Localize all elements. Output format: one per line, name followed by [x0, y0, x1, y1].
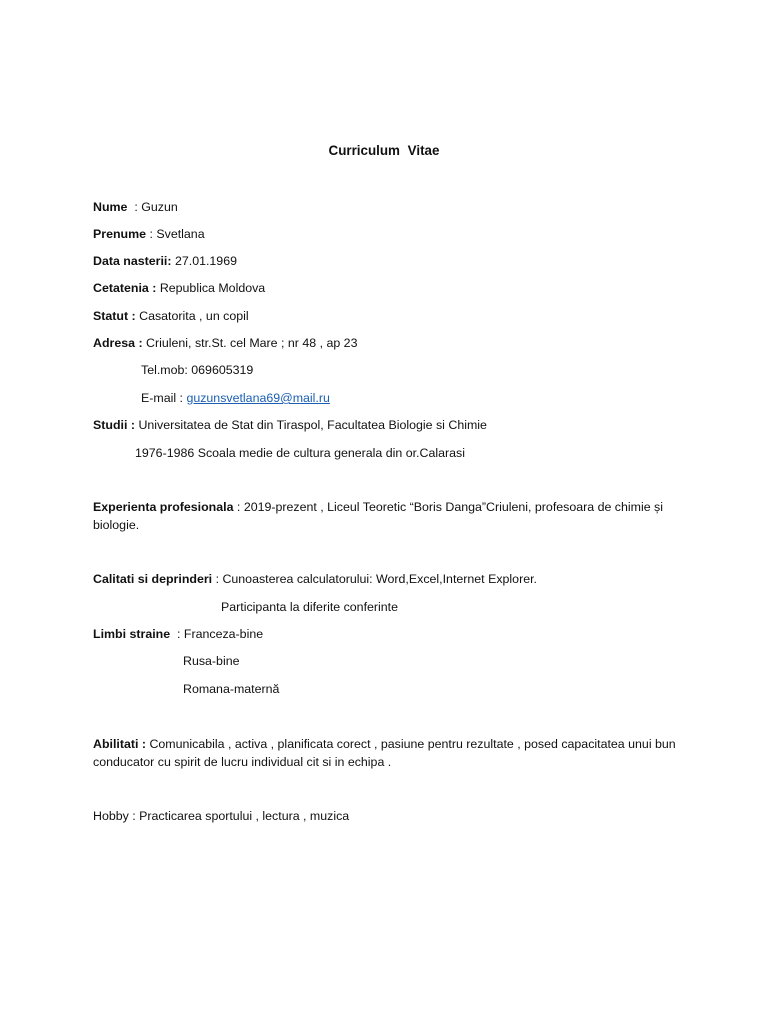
- abilitati-row: [93, 735, 683, 771]
- statut-label: Statut :: [93, 309, 136, 323]
- prenume-separator: :: [146, 227, 157, 241]
- limbi-second-row: Rusa-bine: [183, 654, 240, 668]
- limbi-label: Limbi straine: [93, 627, 171, 641]
- tel-row: Tel.mob: 069605319: [141, 363, 254, 377]
- experienta-separator: :: [233, 500, 244, 514]
- adresa-row: [93, 335, 357, 351]
- abilitati-label: Abilitati :: [93, 737, 146, 751]
- studii-second-row: 1976-1986 Scoala medie de cultura generala din or.Calarasi: [135, 446, 465, 460]
- prenume-row: [93, 226, 205, 242]
- nume-row: [93, 199, 178, 215]
- calitati-second-row: Participanta la diferite conferinte: [221, 600, 399, 614]
- cetatenia-row: [93, 280, 265, 296]
- prenume-label: Prenume: [93, 227, 147, 241]
- studii-value: Universitatea de Stat din Tiraspol, Facultatea Biologie si Chimie: [138, 418, 487, 432]
- abilitati-value: Comunicabila , activa , planificata corect , pasiune pentru rezultate , posed capacitatea unui bun conducator cu spirit de lucru individual cit si in echipa .: [93, 737, 676, 769]
- adresa-value: Criuleni, str.St. cel Mare ; nr 48 , ap 23: [146, 336, 358, 350]
- data-nasterii-value: 27.01.1969: [174, 254, 237, 268]
- studii-row: [93, 417, 487, 433]
- cetatenia-label: Cetatenia :: [93, 281, 157, 295]
- experienta-label: Experienta profesionala: [93, 500, 234, 514]
- experienta-value: 2019-prezent , Liceul Teoretic “Boris Danga”Criuleni, profesoara de chimie și biologie.: [93, 500, 664, 532]
- cetatenia-value: Republica Moldova: [159, 281, 266, 295]
- email-label: E-mail :: [141, 391, 187, 405]
- statut-row: [93, 308, 249, 324]
- nume-separator: :: [127, 200, 142, 214]
- calitati-label: Calitati si deprinderi: [93, 572, 213, 586]
- calitati-separator: :: [212, 572, 223, 586]
- nume-label: Nume: [93, 200, 128, 214]
- hobby-row: Hobby : Practicarea sportului , lectura , muzica: [93, 809, 350, 823]
- calitati-value: Cunoasterea calculatorului: Word,Excel,Internet Explorer.: [222, 572, 537, 586]
- prenume-value: Svetlana: [156, 227, 205, 241]
- limbi-third-row: Romana-maternă: [183, 682, 280, 696]
- email-row: [141, 390, 330, 406]
- limbi-row: [93, 626, 263, 642]
- document-title: Curriculum Vitae: [328, 143, 440, 158]
- limbi-separator: :: [170, 627, 184, 641]
- data-nasterii-label: Data nasterii:: [93, 254, 172, 268]
- nume-value: Guzun: [141, 200, 178, 214]
- statut-value: Casatorita , un copil: [139, 309, 249, 323]
- adresa-label: Adresa :: [93, 336, 143, 350]
- calitati-row: [93, 571, 537, 587]
- experienta-row: [93, 498, 683, 534]
- limbi-value: Franceza-bine: [183, 627, 264, 641]
- data-nasterii-row: [93, 253, 237, 269]
- email-link[interactable]: guzunsvetlana69@mail.ru: [186, 391, 330, 405]
- studii-label: Studii :: [93, 418, 135, 432]
